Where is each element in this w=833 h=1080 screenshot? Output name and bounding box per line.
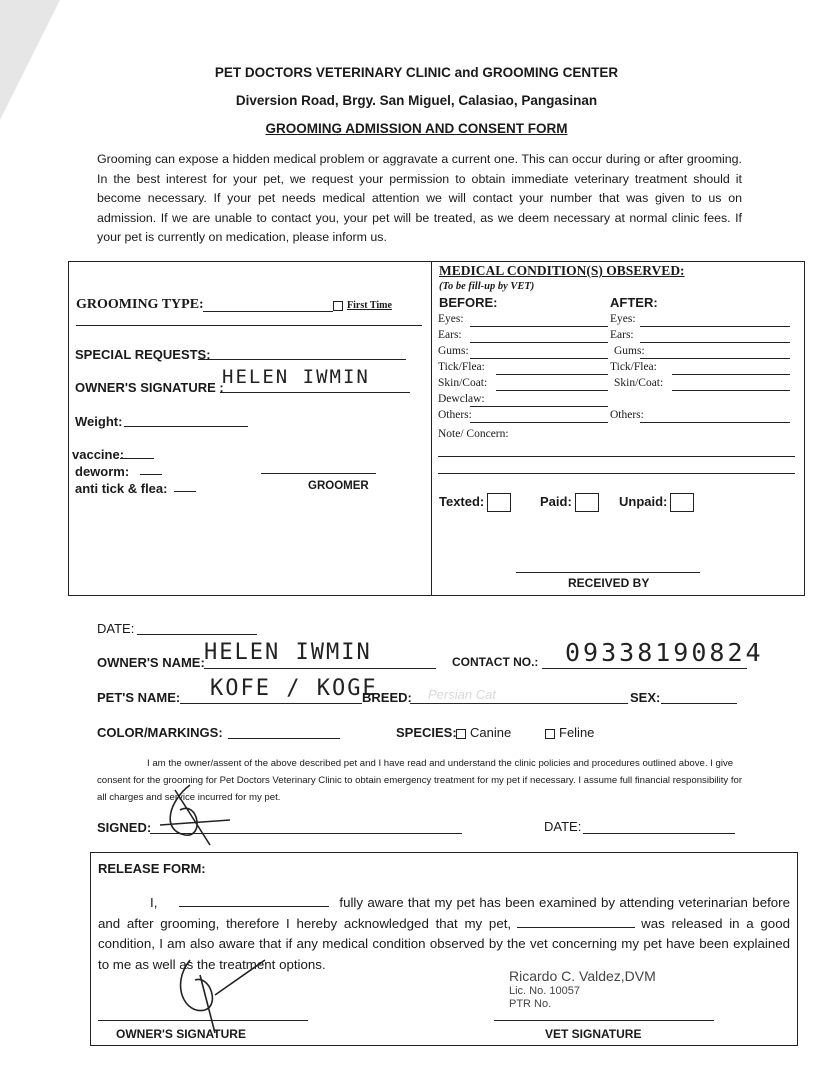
release-title: RELEASE FORM: — [98, 861, 206, 876]
after-item-line[interactable] — [672, 390, 790, 391]
date2-label: DATE: — [544, 819, 582, 834]
before-item: Skin/Coat: — [438, 377, 488, 389]
date-line[interactable] — [137, 634, 257, 635]
note-line-1[interactable] — [438, 456, 795, 457]
intro-paragraph: Grooming can expose a hidden medical problem or aggravate a current one. This can occur during or after grooming. In the best interest for your pet, we request your permission to obtain immediate veterinary treatment should it become necessary. If your pet needs medical attention we will contact your number that was given to us on admission. If we are unable to contact you, your pet will be treated, as we deem necessary at normal clinic fees. If your pet is currently on medication, please inform us. — [97, 152, 742, 245]
after-item-line[interactable] — [640, 358, 790, 359]
after-item-line[interactable] — [640, 326, 790, 327]
texted-option[interactable]: Texted: — [439, 493, 511, 512]
before-item-line[interactable] — [496, 390, 608, 391]
weight-line[interactable] — [124, 426, 248, 427]
owner-signature-line[interactable] — [220, 392, 410, 393]
after-item: Skin/Coat: — [614, 377, 664, 389]
anti-tick-label: anti tick & flea: — [75, 481, 168, 496]
contact-line[interactable] — [542, 668, 747, 669]
before-item-line[interactable] — [470, 406, 608, 407]
breed-faint-value: Persian Cat — [428, 687, 496, 702]
box-divider — [431, 262, 432, 595]
before-item: Eyes: — [438, 313, 464, 325]
after-item: Gums: — [614, 345, 645, 357]
consent-paragraph: I am the owner/assent of the above described pet and I have read and understand the clinic policies and procedures outlined above. I give consent for the grooming for Pet Doctors Veterinary Clinic to obtain emergency treatment for my pet if necessary. I assume full financial responsibility for all charges and service incurred for my pet. — [97, 758, 743, 803]
form-title: GROOMING ADMISSION AND CONSENT FORM — [265, 121, 568, 136]
medical-title: MEDICAL CONDITION(S) OBSERVED: — [439, 263, 685, 278]
grooming-type-line[interactable] — [203, 311, 333, 312]
species-label: SPECIES: — [396, 725, 457, 740]
paid-box[interactable] — [575, 493, 599, 512]
before-item: Dewclaw: — [438, 393, 485, 405]
pets-name-line[interactable] — [180, 703, 362, 704]
sex-label: SEX: — [630, 690, 661, 705]
contact-handwriting: 09338190824 — [565, 638, 764, 667]
before-item-line[interactable] — [470, 422, 608, 423]
after-heading: AFTER: — [610, 295, 658, 310]
before-item: Gums: — [438, 345, 469, 357]
after-item-line[interactable] — [640, 342, 790, 343]
unpaid-option[interactable]: Unpaid: — [619, 493, 694, 512]
deworm-label: deworm: — [75, 464, 130, 479]
owner-release-label: OWNER'S SIGNATURE — [116, 1027, 246, 1041]
grooming-type-line-2[interactable] — [76, 325, 422, 326]
texted-box[interactable] — [487, 493, 511, 512]
before-item-line[interactable] — [496, 374, 608, 375]
received-by-label: RECEIVED BY — [568, 576, 650, 590]
canine-checkbox[interactable] — [456, 729, 466, 739]
medical-subtitle: (To be fill-up by VET) — [439, 281, 535, 292]
deworm-line[interactable] — [140, 474, 162, 475]
note-label: Note/ Concern: — [438, 428, 509, 440]
color-line[interactable] — [228, 738, 340, 739]
release-i: I, — [150, 895, 158, 910]
vaccine-label: vaccine: — [72, 447, 125, 462]
owner-signature-handwriting: HELEN IWMIN — [222, 366, 370, 388]
owner-release-signature — [170, 955, 270, 1035]
clinic-name: PET DOCTORS VETERINARY CLINIC and GROOMING CENTER — [214, 65, 619, 80]
color-label: COLOR/MARKINGS: — [97, 725, 223, 740]
first-time-option[interactable]: First Time — [333, 300, 392, 311]
owner-release-line[interactable] — [98, 1020, 308, 1021]
before-item-line[interactable] — [470, 326, 608, 327]
date-label: DATE: — [97, 621, 135, 636]
after-item-line[interactable] — [640, 422, 790, 423]
pets-name-handwriting: KOFE / KOGE — [210, 676, 378, 701]
signed-signature — [150, 780, 240, 850]
release-text-2: was released in a good condition, I am also aware that if any medical condition observed by the vet concerning my pet have been explained to me as well as the treatment options. — [98, 915, 790, 972]
after-item: Others: — [610, 409, 644, 421]
after-item: Ears: — [610, 329, 634, 341]
vet-name-stamp: Ricardo C. Valdez,DVM — [509, 968, 656, 984]
special-requests-label: SPECIAL REQUESTS: — [75, 347, 211, 362]
after-item: Tick/Flea: — [610, 361, 657, 373]
paid-option[interactable]: Paid: — [540, 493, 599, 512]
feline-checkbox[interactable] — [545, 729, 555, 739]
before-item: Tick/Flea: — [438, 361, 485, 373]
vet-signature-label: VET SIGNATURE — [545, 1027, 642, 1041]
anti-tick-line[interactable] — [174, 491, 196, 492]
pets-name-label: PET'S NAME: — [97, 690, 181, 705]
after-item: Eyes: — [610, 313, 636, 325]
unpaid-box[interactable] — [670, 493, 694, 512]
vet-signature-line[interactable] — [494, 1020, 714, 1021]
before-item-line[interactable] — [470, 342, 608, 343]
owners-name-handwriting: HELEN IWMIN — [204, 640, 372, 665]
breed-label: BREED: — [362, 690, 412, 705]
vaccine-line[interactable] — [120, 458, 154, 459]
breed-line[interactable] — [410, 703, 628, 704]
weight-label: Weight: — [75, 414, 123, 429]
grooming-type-label: GROOMING TYPE: — [76, 297, 204, 312]
vet-license-stamp: Lic. No. 10057 — [509, 985, 580, 997]
owners-name-line[interactable] — [204, 668, 436, 669]
signed-label: SIGNED: — [97, 820, 152, 835]
owners-name-label: OWNER'S NAME: — [97, 655, 205, 670]
before-item: Others: — [438, 409, 472, 421]
date2-line[interactable] — [583, 833, 735, 834]
release-owner-line[interactable] — [179, 906, 329, 907]
release-text-1: fully aware that my pet has been examined by attending veterinarian before and after grooming, therefore I hereby acknowledged that my pet, — [98, 895, 790, 931]
vet-ptr-stamp: PTR No. — [509, 998, 552, 1010]
release-pet-line[interactable] — [517, 927, 635, 928]
owner-signature-label: OWNER'S SIGNATURE : — [75, 380, 224, 395]
received-by-line[interactable] — [516, 572, 700, 573]
first-time-checkbox[interactable] — [333, 301, 343, 311]
before-item: Ears: — [438, 329, 462, 341]
note-line-2[interactable] — [438, 473, 795, 474]
sex-line[interactable] — [661, 703, 737, 704]
contact-label: CONTACT NO.: — [452, 655, 539, 669]
canine-option[interactable]: Canine — [456, 725, 511, 740]
clinic-address: Diversion Road, Brgy. San Miguel, Calasiao, Pangasinan — [235, 93, 598, 108]
before-heading: BEFORE: — [439, 295, 498, 310]
groomer-label: GROOMER — [308, 480, 369, 492]
groomer-line[interactable] — [261, 473, 376, 474]
after-item-line[interactable] — [672, 374, 790, 375]
feline-option[interactable]: Feline — [545, 725, 594, 740]
before-item-line[interactable] — [470, 358, 608, 359]
special-requests-line[interactable] — [198, 359, 406, 360]
